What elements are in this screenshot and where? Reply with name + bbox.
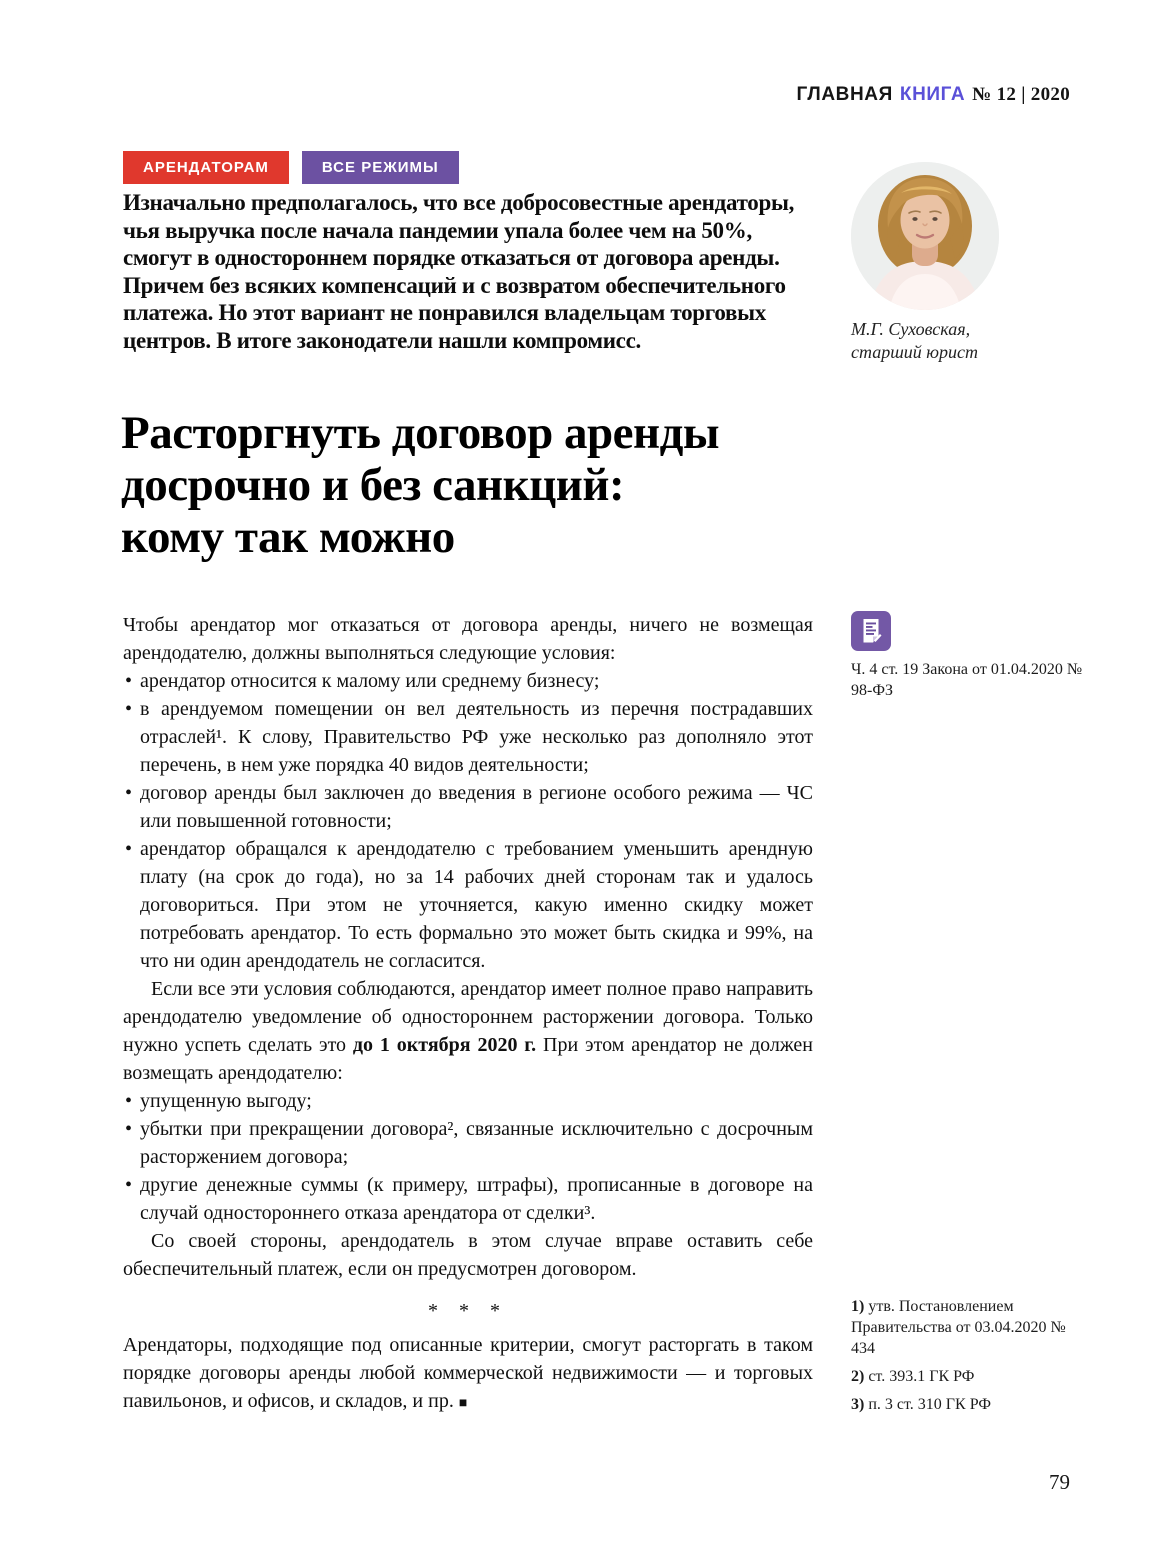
paragraph-deadline-text: Если все эти условия соблюдаются, арендатор имеет полное право направить арендодателю уведомление об одностороннем расторжении договора. Только нужно успеть сделать это [123,978,813,1056]
lead-paragraph: Чтобы арендатор мог отказаться от договора аренды, ничего не возмещая арендодателю, должны выполняться следующие условия: [123,614,813,664]
author-photo [851,162,999,310]
article-title-line1: Расторгнуть договор аренды [121,407,720,459]
footnotes [851,1296,1091,1422]
tag-arendatoram: АРЕНДАТОРАМ [123,151,289,184]
bullet-item: • упущенную выгоду; [140,1087,813,1115]
bullet-item: • другие денежные суммы (к примеру, штрафы), прописанные в договоре на случай одностороннего отказа арендатора от сделки³. [140,1171,813,1227]
footnote-text: ст. 393.1 ГК РФ [868,1368,975,1385]
article-body [123,611,813,1418]
intro-paragraph: Изначально предполагалось, что все добросовестные арендаторы, чья выручка после начала пандемии упала более чем на 50%, смогут в одностороннем порядке отказаться от договора аренды. Причем без всяких компенсаций и с возвратом обеспечительного платежа. Но этот вариант не понравился владельцам торговых центров. В итоге законодатели нашли компромисс. [123,190,795,353]
magazine-brand-part2: КНИГА [899,84,966,105]
page-number: 79 [1049,1470,1070,1494]
masthead [797,84,1070,106]
footnote-number: 1) [851,1298,865,1315]
footnote-1 [851,1296,1091,1359]
sidebar-law-note [851,611,1091,701]
magazine-brand-part1: ГЛАВНАЯ [796,84,893,105]
article-title [121,407,911,563]
footnote-text: п. 3 ст. 310 ГК РФ [868,1396,991,1413]
bullet-item: • убытки при прекращении договора², связанные исключительно с досрочным расторжением договора; [140,1115,813,1171]
author-caption [851,318,1086,364]
tag-vse-rezhimy: ВСЕ РЕЖИМЫ [302,151,459,184]
author-block [851,162,1086,364]
bullet-item: • арендатор относится к малому или среднему бизнесу; [140,667,813,695]
article-title-line2: досрочно и без санкций: [121,459,625,511]
issue-number: № 12 | 2020 [972,84,1070,105]
article-tags [123,151,459,184]
footnote-number: 2) [851,1368,865,1385]
outro-paragraph [123,1331,813,1418]
footnote-number: 3) [851,1396,865,1413]
author-role: старший юрист [851,342,978,362]
paragraph-deadline [123,975,813,1087]
law-reference: Ч. 4 ст. 19 Закона от 01.04.2020 № 98-ФЗ [851,661,1083,699]
footnote-text: утв. Постановлением Правительства от 03.04.2020 № 434 [851,1298,1066,1357]
section-separator: * * * [428,1300,508,1322]
deadline-bold-text: до 1 октября 2020 г. [352,1034,537,1056]
paragraph-deposit: Со своей стороны, арендодатель в этом случае вправе оставить себе обеспечительный платеж, если он предусмотрен договором. [123,1230,813,1280]
conditions-list [123,667,813,975]
outro-text: Арендаторы, подходящие под описанные критерии, смогут расторгать в таком порядке договоры аренды любой коммерческой недвижимости — и торговых павильонов, и офисов, и складов, и пр. [123,1334,813,1412]
document-icon [851,611,891,651]
footnote-2 [851,1366,1091,1387]
paragraph-deadline-tail: При этом арендатор не должен возмещать арендодателю: [123,1034,813,1084]
footnote-3 [851,1394,1091,1415]
author-name: М.Г. Суховская, [851,319,971,339]
bullet-item: • арендатор обращался к арендодателю с требованием уменьшить арендную плату (на срок до года), но за 14 рабочих дней сторонам так и удалось договориться. При этом не уточняется, какую именно скидку может потребовать арендатор. То есть формально это может быть скидка и 99%, на что ни один арендодатель не согласится. [140,835,813,975]
end-of-article-mark: ■ [458,1396,468,1411]
bullet-item: • договор аренды был заключен до введения в регионе особого режима — ЧС или повышенной готовности; [140,779,813,835]
article-title-line3: кому так можно [121,511,455,563]
exemptions-list [123,1087,813,1227]
bullet-item: • в арендуемом помещении он вел деятельность из перечня пострадавших отраслей¹. К слову, Правительство РФ уже несколько раз дополняло этот перечень, в нем уже порядка 40 видов деятельности; [140,695,813,779]
author-portrait-illustration [851,162,999,310]
